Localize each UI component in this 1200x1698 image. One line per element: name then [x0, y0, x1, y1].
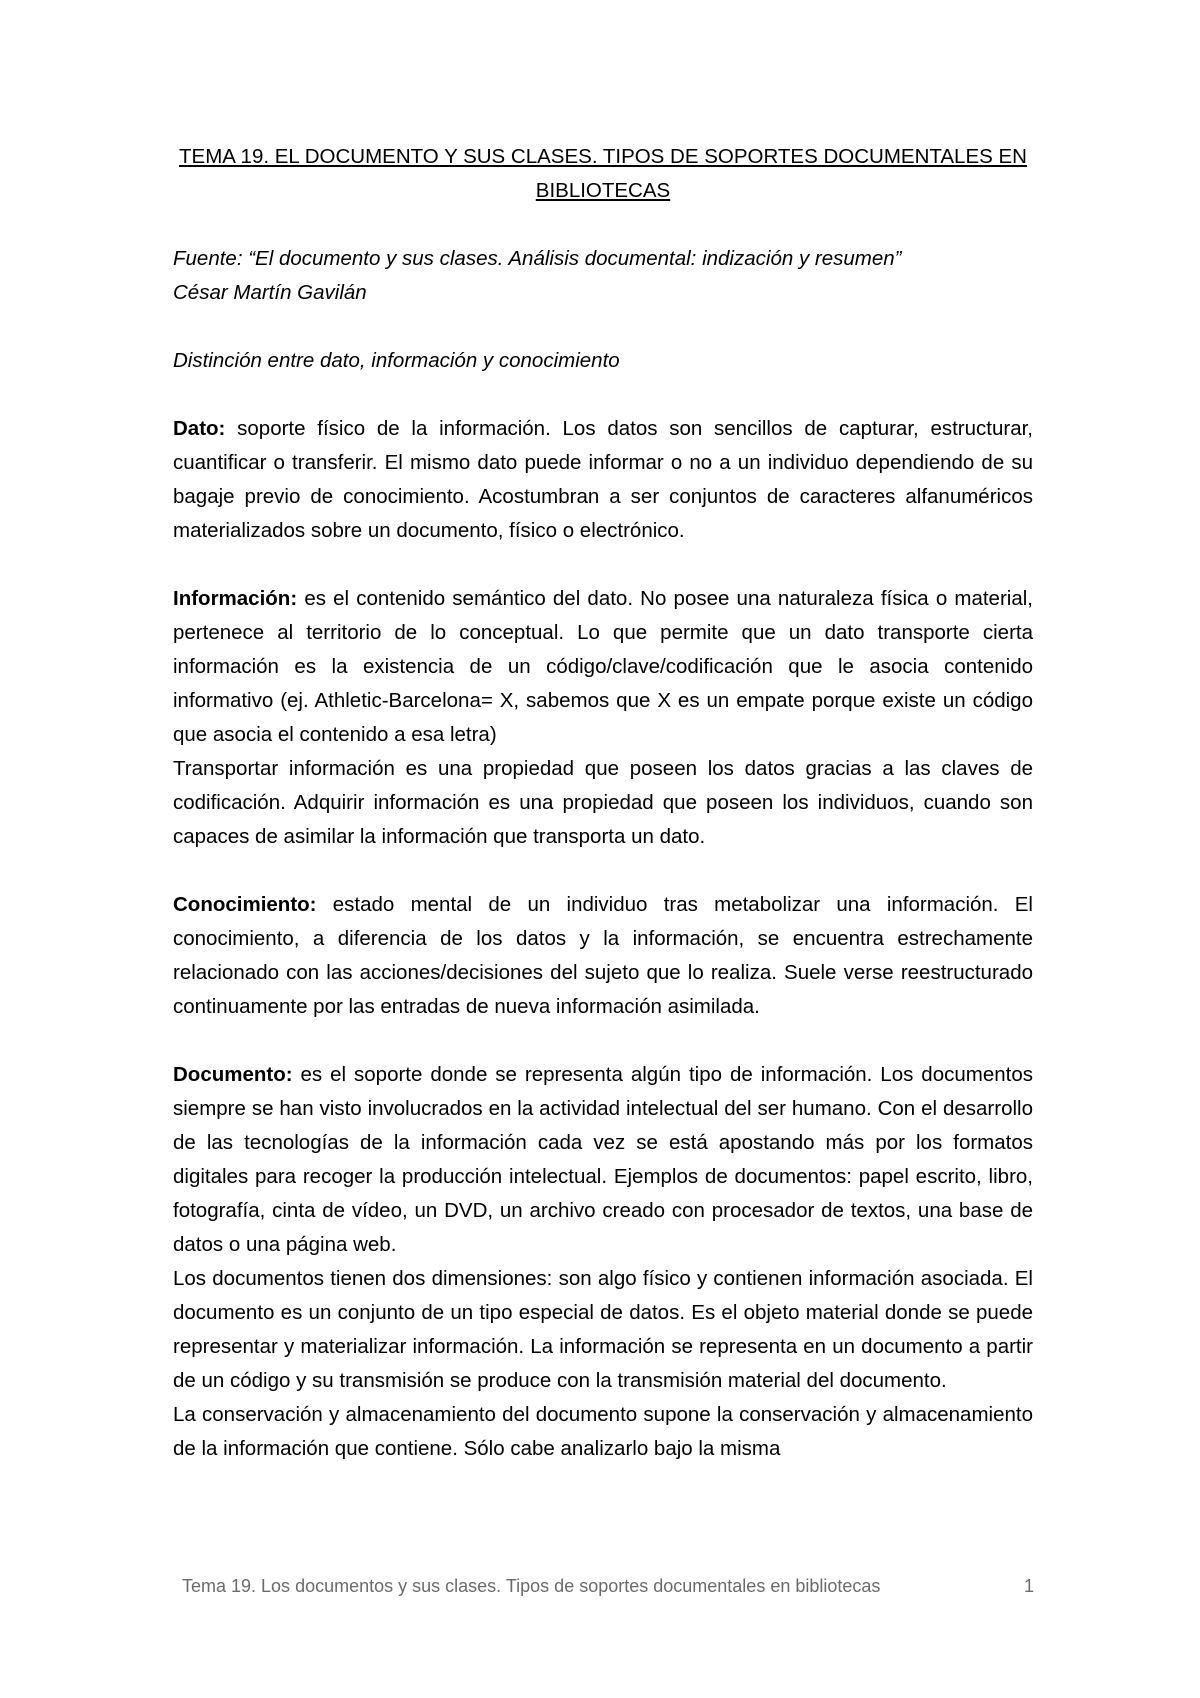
page-footer [182, 1576, 1034, 1597]
paragraph-informacion-2: Transportar información es una propiedad que poseen los datos gracias a las claves de codificación. Adquirir información es una propiedad que poseen los individuos, cuando son capaces de asimilar la información que transporta un dato. [173, 757, 1033, 848]
term-documento: Documento: [173, 1063, 293, 1086]
title-line-1: TEMA 19. EL DOCUMENTO Y SUS CLASES. TIPOS DE SOPORTES DOCUMENTALES EN [179, 145, 1027, 168]
title-line-2: BIBLIOTECAS [535, 179, 671, 202]
definition-conocimiento: estado mental de un individuo tras metabolizar una información. El conocimiento, a diferencia de los datos y la información, se encuentra estrechamente relacionado con las acciones/decisiones del sujeto que lo realiza. Suele verse reestructurado continuamente por las entradas de nueva información asimilada. [173, 893, 1033, 1018]
paragraph-conocimiento [173, 888, 1033, 1024]
term-dato: Dato: [173, 417, 226, 440]
section-subtitle: Distinción entre dato, información y conocimiento [173, 349, 620, 372]
paragraph-dato [173, 412, 1033, 548]
paragraph-informacion [173, 582, 1033, 752]
paragraph-documento-3: La conservación y almacenamiento del documento supone la conservación y almacenamiento de la información que contiene. Sólo cabe analizarlo bajo la misma [173, 1403, 1033, 1460]
page-content [173, 140, 1033, 1466]
page-title [173, 140, 1033, 208]
paragraph-documento-2: Los documentos tienen dos dimensiones: son algo físico y contienen información asociada. El documento es un conjunto de un tipo especial de datos. Es el objeto material donde se puede representar y materializar información. La información se representa en un documento a partir de un código y su transmisión se produce con la transmisión material del documento. [173, 1267, 1033, 1392]
source-line-1: Fuente: “El documento y sus clases. Análisis documental: indización y resumen” [173, 247, 902, 270]
page-number: 1 [1023, 1576, 1034, 1596]
footer-text: Tema 19. Los documentos y sus clases. Tipos de soportes documentales en bibliotecas [182, 1576, 881, 1596]
paragraph-documento [173, 1058, 1033, 1262]
source-author: César Martín Gavilán [173, 281, 367, 304]
definition-informacion: es el contenido semántico del dato. No posee una naturaleza física o material, pertenece al territorio de lo conceptual. Lo que permite que un dato transporte cierta información es la existencia de un código/clave/codificación que le asocia contenido informativo (ej. Athletic-Barcelona= X, sabemos que X es un empate porque existe un código que asocia el contenido a esa letra) [173, 587, 1033, 746]
definition-documento: es el soporte donde se representa algún tipo de información. Los documentos siempre se han visto involucrados en la actividad intelectual del ser humano. Con el desarrollo de las tecnologías de la información cada vez se está apostando más por los formatos digitales para recoger la producción intelectual. Ejemplos de documentos: papel escrito, libro, fotografía, cinta de vídeo, un DVD, un archivo creado con procesador de textos, una base de datos o una página web. [173, 1063, 1033, 1256]
definition-dato: soporte físico de la información. Los datos son sencillos de capturar, estructurar, cuantificar o transferir. El mismo dato puede informar o no a un individuo dependiendo de su bagaje previo de conocimiento. Acostumbran a ser conjuntos de caracteres alfanuméricos materializados sobre un documento, físico o electrónico. [173, 417, 1033, 542]
term-informacion: Información: [173, 587, 298, 610]
term-conocimiento: Conocimiento: [173, 893, 317, 916]
source-citation [173, 242, 1033, 310]
